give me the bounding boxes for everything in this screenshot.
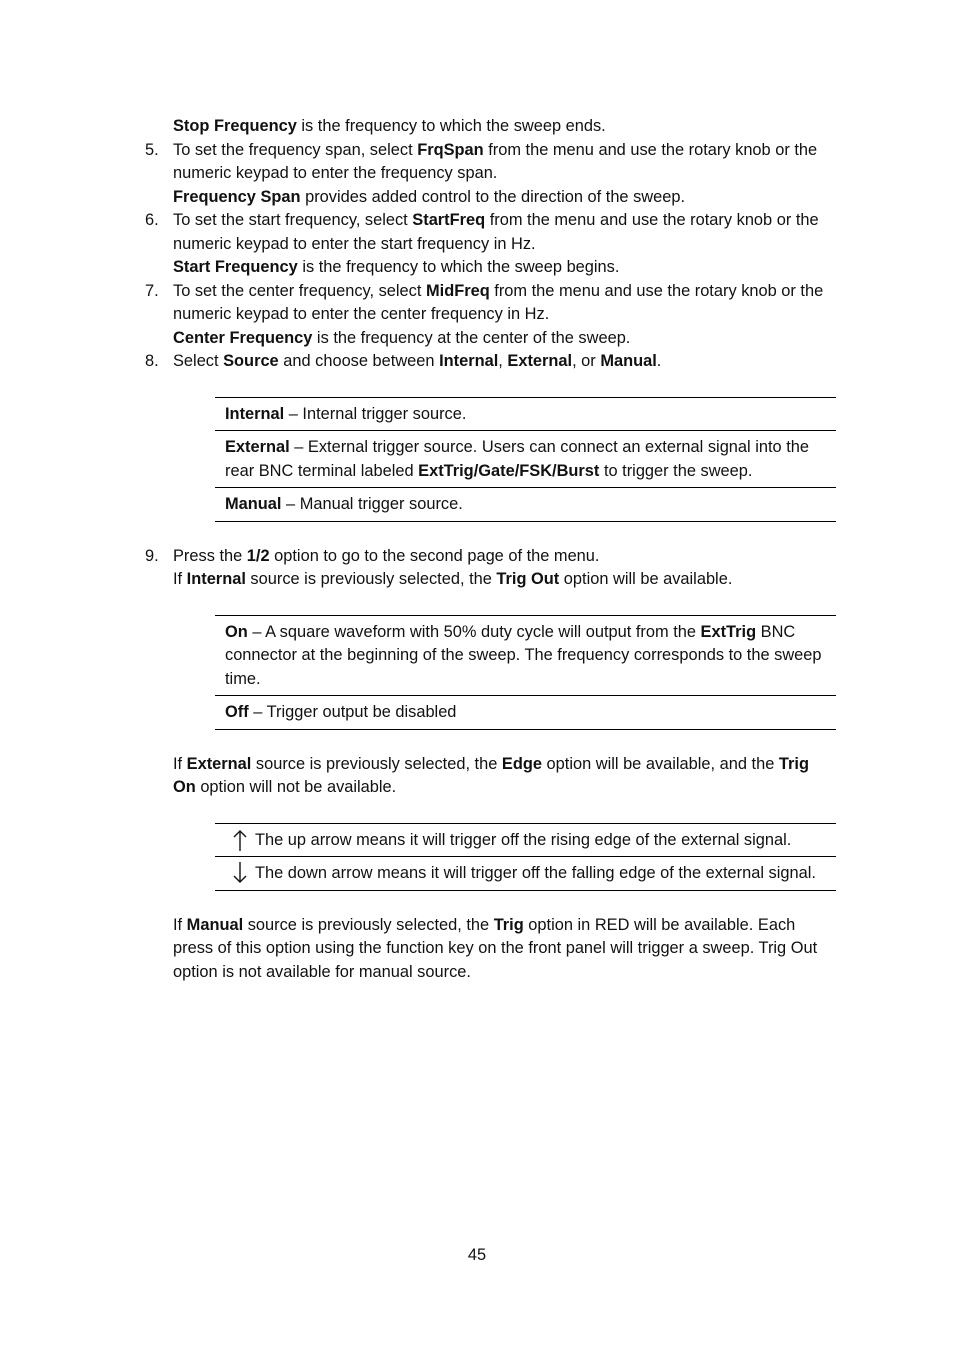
- page-content: [0, 115, 954, 984]
- step-note: If Internal source is previously selected, the Trig Out option will be available.: [173, 570, 733, 588]
- step-number: 8.: [145, 352, 159, 370]
- step-number: 9.: [145, 546, 159, 565]
- step-number: 5.: [145, 140, 159, 159]
- table-row: [215, 488, 836, 522]
- stop-frequency-definition: Stop Frequency is the frequency to which the sweep ends.: [173, 117, 606, 135]
- step-text: To set the start frequency, select StartFreq from the menu and use the rotary knob or the numeric keypad to enter the start frequency in Hz.: [173, 211, 819, 253]
- external-source-paragraph: If External source is previously selected, the Edge option will be available, and the Trig On option will not be available.: [173, 754, 809, 796]
- step-text: Press the 1/2 option to go to the second page of the menu.: [173, 546, 600, 565]
- option-rising-edge: The up arrow means it will trigger off the rising edge of the external signal.: [215, 823, 836, 857]
- step-8: [0, 350, 836, 374]
- option-manual: Manual – Manual trigger source.: [215, 488, 836, 522]
- step-text: To set the center frequency, select MidFreq from the menu and use the rotary knob or the numeric keypad to enter the center frequency in Hz.: [173, 281, 824, 323]
- step-definition: Start Frequency is the frequency to which the sweep begins.: [173, 258, 620, 276]
- table-row: [215, 823, 836, 857]
- step-9: [0, 545, 836, 592]
- step-number: 7.: [145, 281, 159, 300]
- table-row: [215, 397, 836, 431]
- option-internal: Internal – Internal trigger source.: [215, 397, 836, 431]
- up-arrow-icon: [225, 829, 255, 851]
- edge-options-table: [215, 823, 836, 891]
- table-row: [215, 431, 836, 488]
- option-falling-edge: The down arrow means it will trigger off the falling edge of the external signal.: [215, 857, 836, 891]
- table-row: [215, 857, 836, 891]
- option-external: External – External trigger source. Users can connect an external signal into the rear BNC terminal labeled ExtTrig/Gate/FSK/Burst to trigger the sweep.: [215, 431, 836, 488]
- manual-source-paragraph: If Manual source is previously selected, the Trig option in RED will be available. Each press of this option using the function key on the front panel will trigger a sweep. Trig Out option is not available for manual source.: [173, 915, 818, 981]
- trig-out-options-table: [215, 615, 836, 730]
- table-row: [215, 696, 836, 730]
- step-text: To set the frequency span, select FrqSpan from the menu and use the rotary knob or the numeric keypad to enter the frequency span.: [173, 140, 818, 182]
- down-arrow-icon: [225, 862, 255, 884]
- step-number: 6.: [145, 211, 159, 229]
- option-on: On – A square waveform with 50% duty cycle will output from the ExtTrig BNC connector at the beginning of the sweep. The frequency corresponds to the sweep time.: [215, 615, 836, 696]
- step-definition: Frequency Span provides added control to the direction of the sweep.: [173, 187, 686, 206]
- option-off: Off – Trigger output be disabled: [215, 696, 836, 730]
- table-row: [215, 615, 836, 696]
- step-5: [0, 139, 836, 210]
- step-text: Select Source and choose between Internal, External, or Manual.: [173, 352, 662, 370]
- page-number: 45: [467, 1246, 487, 1264]
- step-definition: Center Frequency is the frequency at the center of the sweep.: [173, 328, 631, 347]
- step-6: [0, 209, 836, 280]
- step-7: [0, 280, 836, 351]
- source-options-table: [215, 397, 836, 522]
